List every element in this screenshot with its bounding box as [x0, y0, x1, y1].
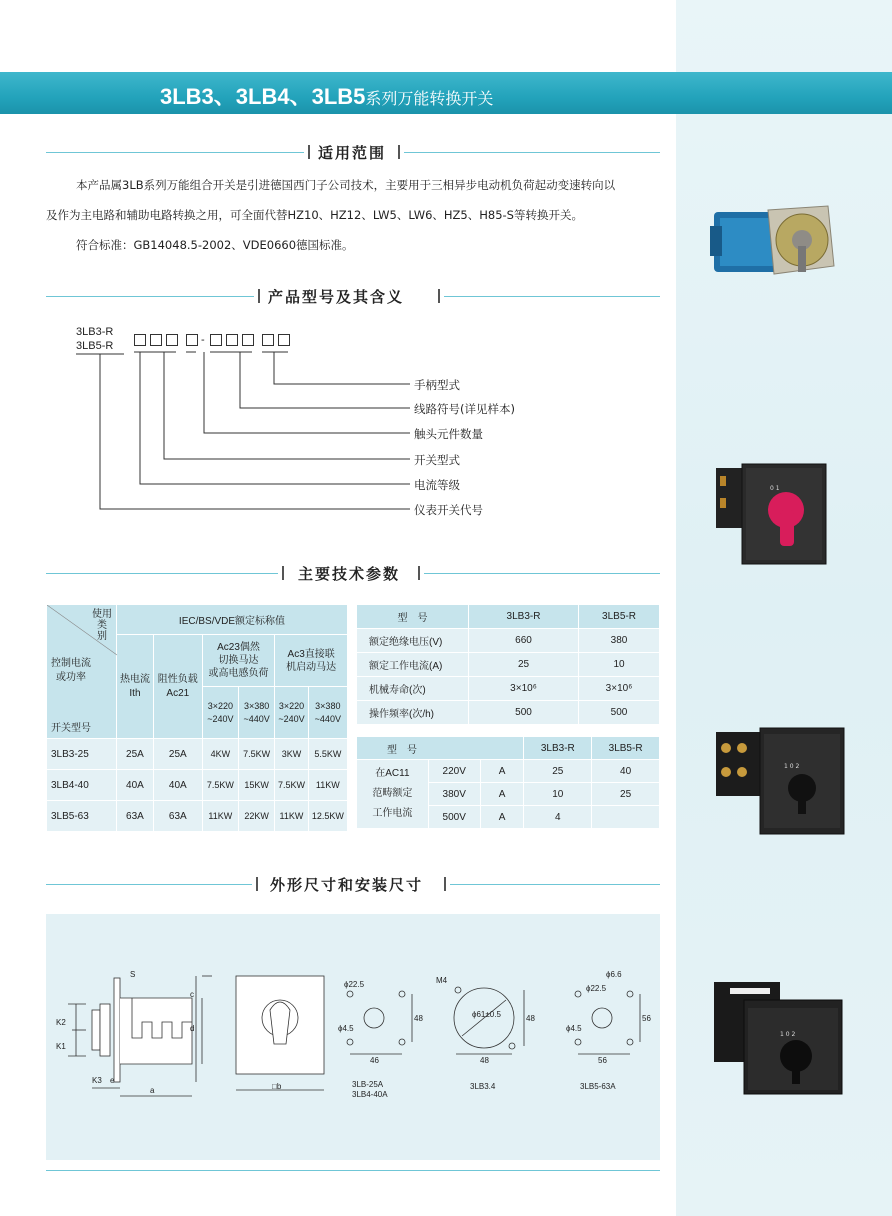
table1-cell: 11KW: [202, 801, 238, 832]
model-label-switch-type: 开关型式: [414, 453, 460, 467]
dim-caption-2: 3LB3.4: [470, 1082, 496, 1091]
dim-label-phi66: ϕ6.6: [606, 970, 622, 979]
corner-switch: 开关型号: [51, 723, 91, 734]
table1-cell: 40A: [153, 770, 202, 801]
table1-v4: 3×380 ~440V: [308, 687, 347, 739]
dim-label-s: S: [130, 970, 136, 979]
bottom-divider: [46, 1170, 660, 1171]
table1-cell: 7.5KW: [239, 739, 275, 770]
dim-label-c: c: [190, 990, 194, 999]
table-row: [47, 801, 348, 832]
table1-cell: 7.5KW: [275, 770, 308, 801]
table-row: [47, 770, 348, 801]
table1-cell: 25A: [117, 739, 154, 770]
model-label-circuit: 线路符号(详见样本): [414, 402, 515, 416]
table2-cell: 380: [579, 629, 660, 653]
table1-cell: 3LB5-63: [47, 801, 117, 832]
table3-cell: 220V: [428, 760, 480, 783]
table3-cell: A: [480, 806, 524, 829]
dim-label-a: a: [150, 1086, 155, 1095]
table-row: [357, 760, 660, 783]
dim-label-k2: K2: [56, 1018, 66, 1027]
section-scope-title: 适用范围: [318, 144, 387, 162]
section-dims-header: [46, 874, 660, 894]
table2-cell: 660: [469, 629, 579, 653]
dim-label-48c: 48: [480, 1056, 489, 1065]
dim-label-b: □b: [272, 1082, 282, 1091]
table2-header: 3LB5-R: [579, 605, 660, 629]
svg-text:0 1: 0 1: [770, 485, 780, 492]
table1-v3: 3×220 ~240V: [275, 687, 308, 739]
table3-header: 型 号: [357, 737, 524, 760]
table1-cell: 40A: [117, 770, 154, 801]
table-row: [357, 701, 660, 725]
table1-cell: 3KW: [275, 739, 308, 770]
dim-caption-1a: 3LB-25A: [352, 1080, 384, 1089]
table3-cell: 10: [524, 783, 592, 806]
dim-label-d: d: [190, 1024, 195, 1033]
table1-cell: 22KW: [239, 801, 275, 832]
table-row: [47, 739, 348, 770]
section-params-title: 主要技术参数: [298, 565, 401, 583]
table1-v2: 3×380 ~440V: [239, 687, 275, 739]
table1-cell: 4KW: [202, 739, 238, 770]
svg-text:1 0 2: 1 0 2: [780, 1031, 796, 1038]
table1-cell: 11KW: [275, 801, 308, 832]
section-model-title: 产品型号及其含义: [268, 288, 405, 306]
title-main: 3LB3、3LB4、3LB5: [160, 84, 366, 109]
scope-line-2: 及作为主电路和辅助电路转换之用，可全面代替HZ10、HZ12、LW5、LW6、HZ5、H85-S等转换开关。: [46, 208, 583, 222]
dim-label-56a: 56: [642, 1014, 651, 1023]
table2-cell: 额定绝缘电压(V): [357, 629, 469, 653]
table1-cell: 3LB3-25: [47, 739, 117, 770]
table-row: [357, 653, 660, 677]
title-sub: 系列万能转换开关: [365, 91, 494, 108]
dim-caption-1b: 3LB4-40A: [352, 1090, 388, 1099]
table1-v1: 3×220 ~240V: [202, 687, 238, 739]
table2-cell: 3×10⁶: [469, 677, 579, 701]
table1-cell: 11KW: [308, 770, 347, 801]
table2-cell: 500: [579, 701, 660, 725]
table3-cell: [592, 806, 660, 829]
table1-cell: 12.5KW: [308, 801, 347, 832]
dim-label-56b: 56: [598, 1056, 607, 1065]
dimension-drawings: [46, 914, 660, 1160]
table2-cell: 10: [579, 653, 660, 677]
model-label-handle: 手柄型式: [414, 378, 460, 392]
table1-col-resist: 阻性负载 Ac21: [153, 635, 202, 739]
dim-label-48b: 48: [526, 1014, 535, 1023]
dim-label-k1: K1: [56, 1042, 66, 1051]
dim-label-phi22: ϕ22.5: [344, 980, 365, 989]
model-label-contacts: 触头元件数量: [414, 427, 483, 441]
svg-text:1 0 2: 1 0 2: [784, 763, 800, 770]
rating-table: [46, 604, 348, 832]
table1-col-heat: 热电流 Ith: [117, 635, 154, 739]
table2-cell: 500: [469, 701, 579, 725]
dim-label-m4: M4: [436, 976, 448, 985]
corner-use: 使用 类 别: [92, 609, 112, 642]
dim-label-phi61: ϕ61±0.5: [472, 1010, 501, 1019]
table1-cell: 15KW: [239, 770, 275, 801]
dim-label-k3: K3: [92, 1076, 102, 1085]
table1-cell: 63A: [117, 801, 154, 832]
spec-table: [356, 604, 660, 725]
dim-label-phi22b: ϕ22.5: [586, 984, 607, 993]
corner-ctrl: 控制电流 或功率: [51, 658, 91, 683]
table2-header: 3LB3-R: [469, 605, 579, 629]
table1-header-main: IEC/BS/VDE额定标称值: [117, 605, 348, 635]
table1-corner: [47, 605, 117, 739]
scope-line-3: 符合标准：GB14048.5-2002、VDE0660德国标准。: [76, 238, 354, 252]
table2-cell: 额定工作电流(A): [357, 653, 469, 677]
table1-cell: 7.5KW: [202, 770, 238, 801]
dimension-drawings-panel: [46, 914, 660, 1160]
table2-cell: 3×10⁶: [579, 677, 660, 701]
table3-cell: 380V: [428, 783, 480, 806]
table2-cell: 25: [469, 653, 579, 677]
table3-cell: A: [480, 760, 524, 783]
model-label-current: 电流等级: [414, 478, 460, 492]
table-row: [357, 629, 660, 653]
table1-cell: 63A: [153, 801, 202, 832]
table1-cell: 25A: [153, 739, 202, 770]
dim-label-46: 46: [370, 1056, 379, 1065]
model-label-code: 仪表开关代号: [414, 503, 483, 517]
table2-cell: 机械寿命(次): [357, 677, 469, 701]
table3-cell: 500V: [428, 806, 480, 829]
table1-cell: 3LB4-40: [47, 770, 117, 801]
table2-header: 型 号: [357, 605, 469, 629]
code-dash: -: [201, 334, 205, 346]
section-dims-title: 外形尺寸和安装尺寸: [270, 876, 424, 894]
table3-row-label: 在AC11 范畴额定 工作电流: [357, 760, 429, 829]
dim-caption-3: 3LB5-63A: [580, 1082, 616, 1091]
table3-header: 3LB5-R: [592, 737, 660, 760]
dim-label-48a: 48: [414, 1014, 423, 1023]
table1-col-ac3: Ac3直接联 机启动马达: [275, 635, 348, 687]
table-row: [357, 677, 660, 701]
table1-cell: 5.5KW: [308, 739, 347, 770]
dim-label-phi45b: ϕ4.5: [566, 1024, 582, 1033]
table3-header: 3LB3-R: [524, 737, 592, 760]
scope-line-1: 本产品属3LB系列万能组合开关是引进德国西门子公司技术，主要用于三相异步电动机负荷起动变速转向以: [76, 178, 616, 192]
table3-cell: 25: [592, 783, 660, 806]
table3-cell: A: [480, 783, 524, 806]
table1-col-ac23: Ac23偶然 切换马达 或高电感负荷: [202, 635, 275, 687]
model-code-line-2: 3LB5-R: [76, 340, 114, 352]
table3-cell: 25: [524, 760, 592, 783]
table3-cell: 40: [592, 760, 660, 783]
dim-label-e: e: [110, 1076, 115, 1085]
table3-cell: 4: [524, 806, 592, 829]
table2-cell: 操作频率(次/h): [357, 701, 469, 725]
section-params-header: [46, 563, 660, 583]
dim-label-phi45: ϕ4.5: [338, 1024, 354, 1033]
model-code-line-1: 3LB3-R: [76, 326, 114, 338]
ac11-table: [356, 736, 660, 829]
